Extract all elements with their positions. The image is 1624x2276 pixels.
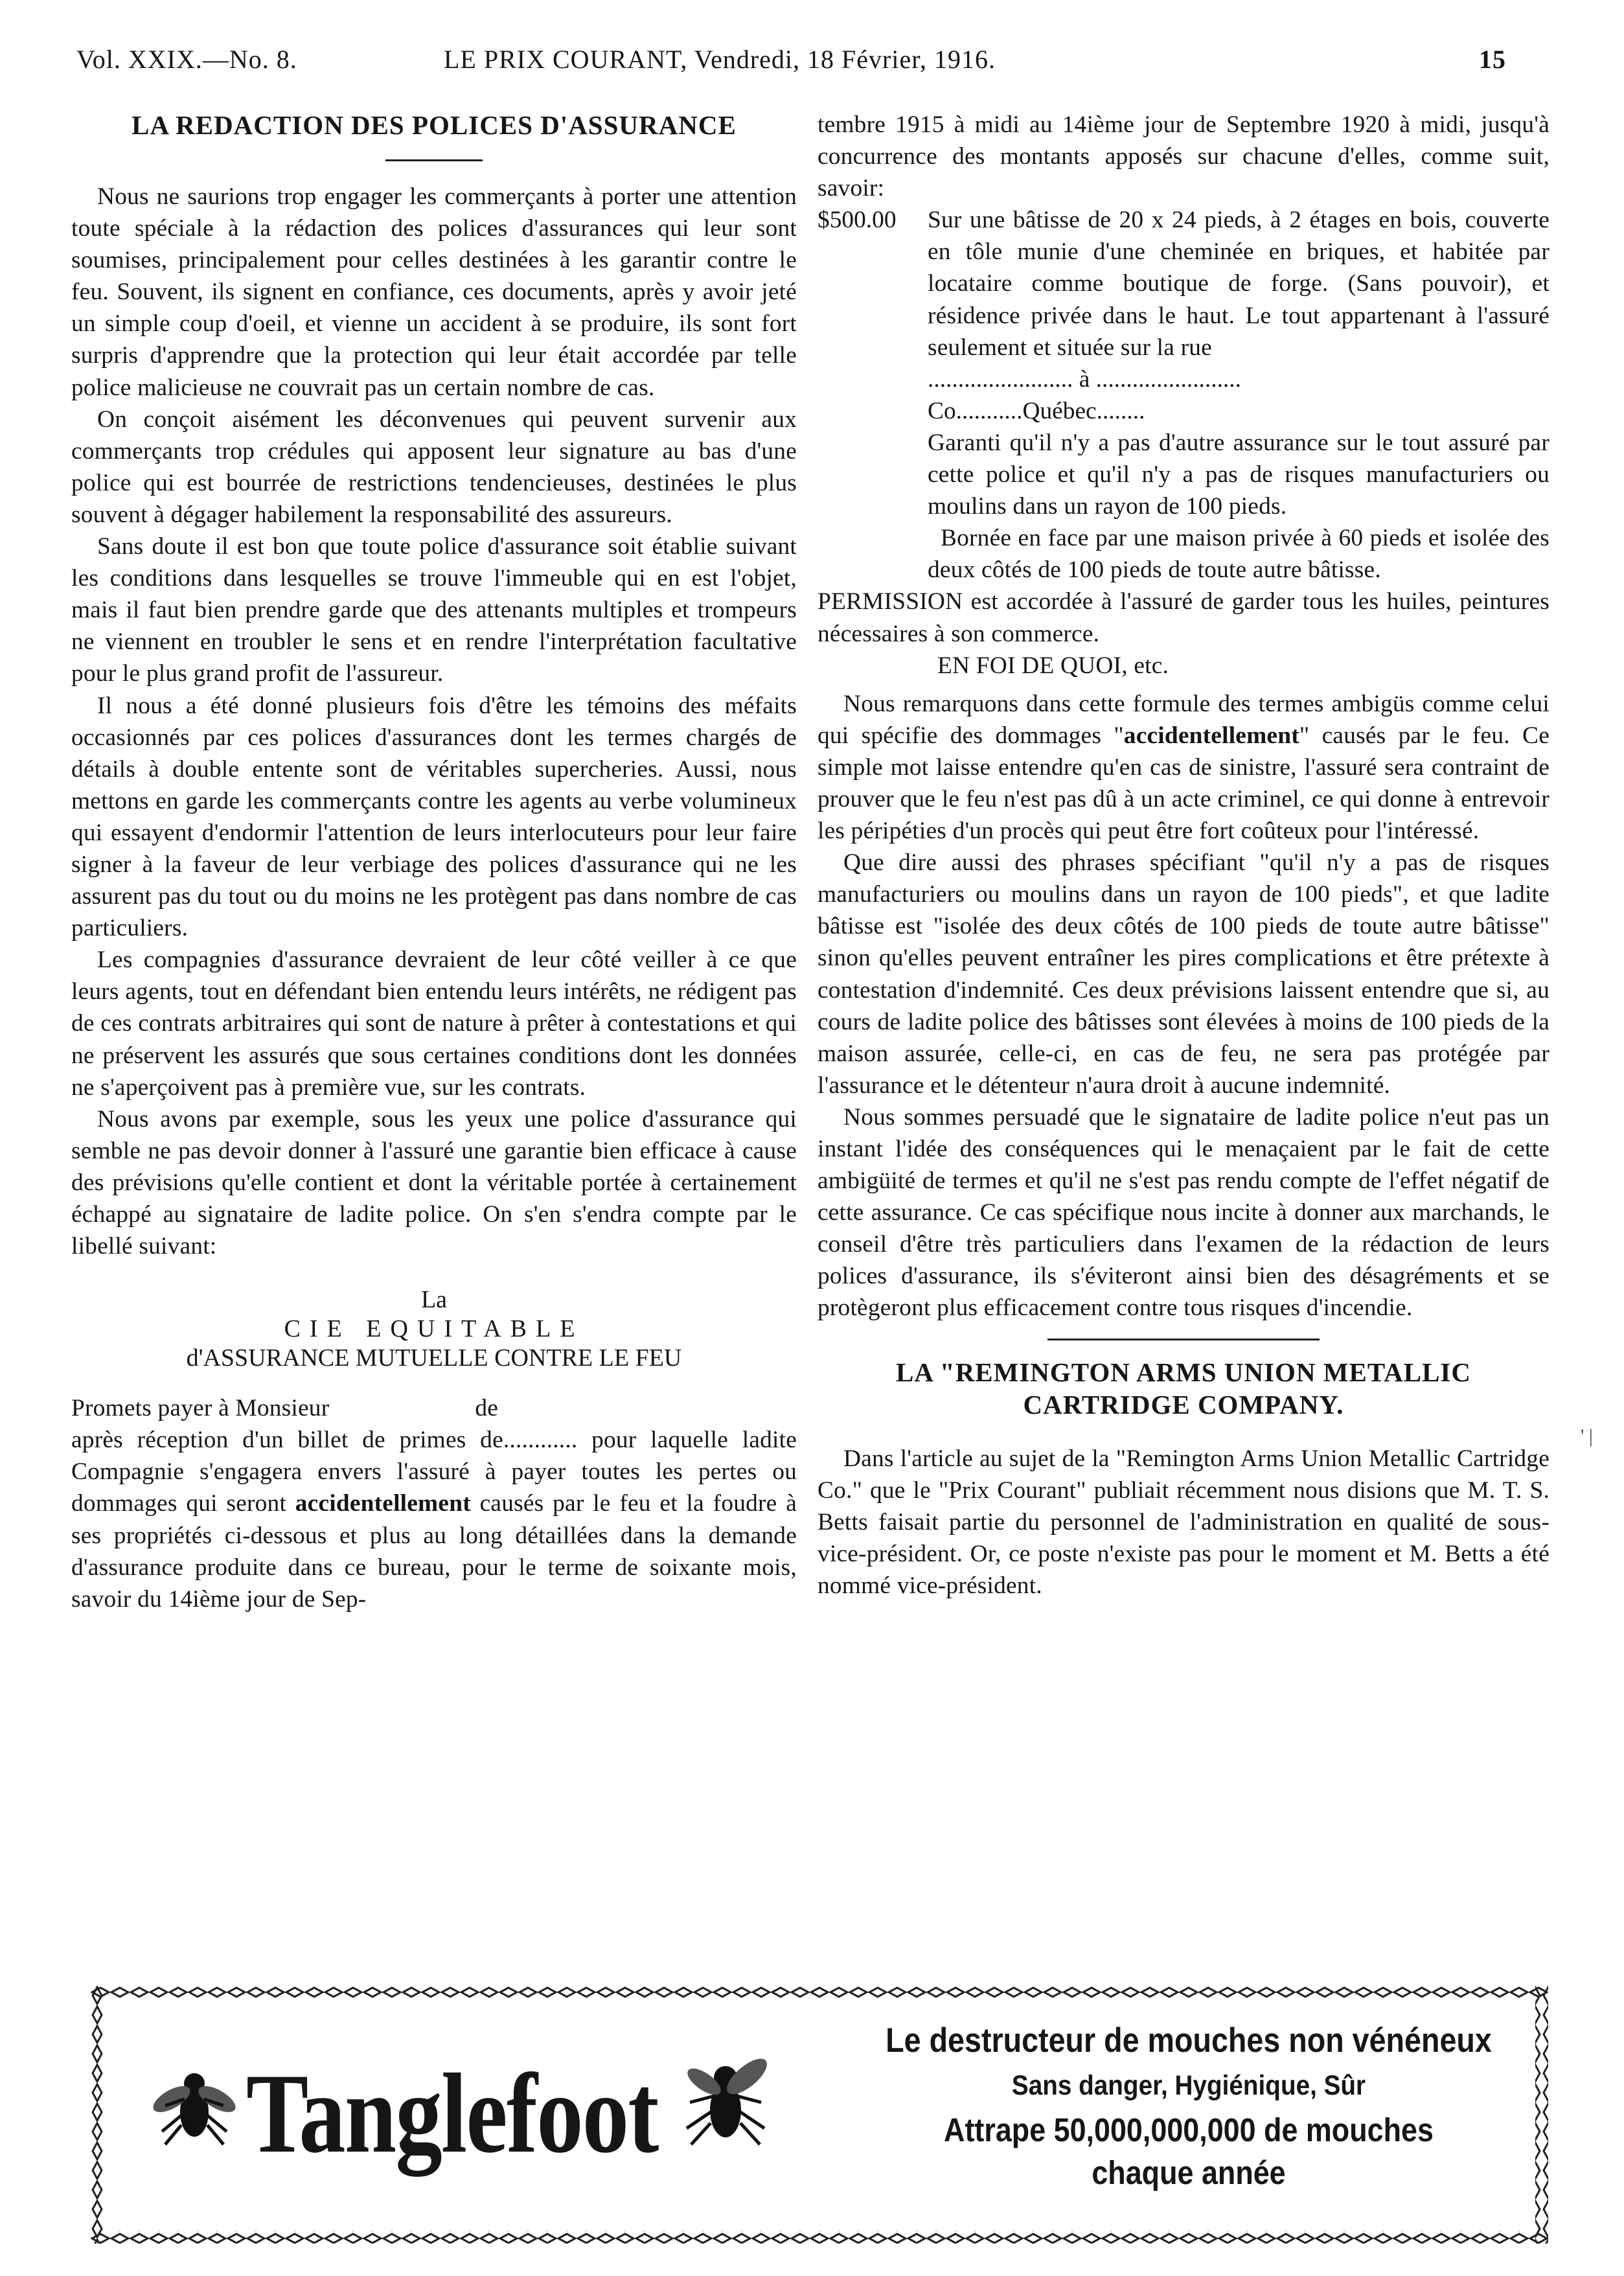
policy-promise-line: [71, 1392, 797, 1424]
ad-copy: [836, 2018, 1542, 2193]
policy-guarantee: Garanti qu'il n'y a pas d'autre assurance sur le tout assuré par cette police et qu'il n'y a pas de risques manufacturiers ou moulins dans un rayon de 100 pieds.: [928, 429, 1550, 520]
policy-promise-de: de: [475, 1395, 499, 1422]
article-paragraph: Nous avons par exemple, sous les yeux une police d'assurance qui semble ne pas devoir donner à l'assuré une garantie bien efficace à cause des prévisions qu'elle contient et dont la véritable portée à certainement échappé au signataire de ladite police. On s'en s'endra compte par le libellé suivant:: [71, 1105, 797, 1260]
fly-icon: [152, 2060, 236, 2151]
ad-claim: Attrape 50,000,000,000 de mouches: [944, 2111, 1434, 2148]
tanglefoot-advertisement: [91, 1986, 1548, 2244]
policy-keyword: accidentellement: [295, 1490, 471, 1517]
policy-continued: tembre 1915 à midi au 14ième jour de Septembre 1920 à midi, jusqu'à concurrence des montants apposés sur chacune d'elles, comme suit, savoir:: [818, 111, 1550, 202]
policy-promise-text: Promets payer à Monsieur: [71, 1395, 330, 1422]
ad-tagline: Sans danger, Hygiénique, Sûr: [1011, 2070, 1366, 2101]
policy-address-line: ........................ à ........................: [928, 365, 1241, 393]
publication-dateline: LE PRIX COURANT, Vendredi, 18 Février, 1916.: [444, 45, 996, 74]
policy-body: [71, 1424, 797, 1615]
policy-description: Sur une bâtisse de 20 x 24 pieds, à 2 étages en bois, couverte en tôle munie d'une cheminée en briques, et habitée par locataire comme boutique de forge. (Sans pouvoir), et résidence privée dans le haut. Le tout appartenant à l'assuré seulement et située sur la rue: [928, 207, 1550, 361]
fly-icon: [677, 2051, 774, 2154]
page-number: 15: [1479, 45, 1506, 74]
policy-schedule-item: [818, 204, 1550, 586]
article-paragraph: Nous ne saurions trop engager les commerçants à porter une attention toute spéciale à la rédaction des polices d'assurances qui leur sont soumises, principalement pour celles destinées à les garantir contre le feu. Souvent, ils signent en confiance, ces documents, après y avoir jeté un simple coup d'oeil, et vienne un accident à se produire, ils sont fort surpris d'apprendre que la protection qui leur était accordée par telle police malicieuse ne couvrait pas un certain nombre de cas.: [71, 183, 797, 401]
policy-boundaries: Bornée en face par une maison privée à 60 pieds et isolée des deux côtés de 100 pieds de toute autre bâtisse.: [928, 525, 1550, 584]
article-title: LA REDACTION DES POLICES D'ASSURANCE: [132, 110, 737, 140]
margin-mark: ' |: [1581, 1425, 1593, 1447]
article-paragraph: Nous sommes persuadé que le signataire de ladite police n'eut pas un instant l'idée des conséquences qui le menaçaient par le fait de cette ambigüité de termes et qu'il ne s'est pas rendu compte de l'effet négatif de cette assurance. Ce cas spécifique nous incite à donner aux marchands, le conseil d'être très particuliers dans l'examen de la rédaction de leurs polices d'assurance, ils s'éviteront ainsi bien des désagréments et se protègeront plus efficacement contre tous risques d'incendie.: [818, 1103, 1550, 1322]
policy-keyword: accidentellement: [1123, 722, 1299, 749]
paragraph-text: " causés par le feu. Ce simple mot laisse entendre qu'en cas de sinistre, l'assuré sera contraint de prouver que le feu n'est pas dû à un acte criminel, ce qui donne à entrevoir les péripéties d'un procès qui peut être fort coûteux pour l'intéressé.: [818, 722, 1550, 845]
paragraph-text: Nous remarquons dans cette formule des termes ambigüs comme celui qui spécifie des dommages ": [818, 690, 1550, 749]
article-paragraph: Que dire aussi des phrases spécifiant "qu'il n'y a pas de risques manufacturiers ou moulins dans un rayon de 100 pieds", et que ladite bâtisse est "isolée des deux côtés de 100 pieds de toute autre bâtisse" sinon qu'elles peuvent entraîner les pires complications et être prétexte à contestation d'indemnité. Ces deux prévisions laissent entendre que si, au cours de ladite police des bâtisses sont élevées à moins de 100 pieds de la maison assurée, celle-ci, en cas de feu, ne sera pas protégée par l'assurance et le détenteur n'aura droit à aucune indemnité.: [818, 849, 1550, 1099]
article-paragraph: Dans l'article au sujet de la "Remington Arms Union Metallic Cartridge Co." que le "Prix Courant" publiait récemment nous disions que M. T. S. Betts faisait partie du personnel de l'administration en qualité de sous-vice-président. Or, ce poste n'existe pas pour le moment et M. Betts a été nommé vice-président.: [818, 1445, 1550, 1599]
article-title: LA "REMINGTON ARMS UNION METALLIC: [895, 1357, 1471, 1387]
policy-la: La: [420, 1286, 448, 1314]
ad-headline: Le destructeur de mouches non vénéneux: [886, 2021, 1492, 2060]
policy-body-text: après réception d'un billet de primes de............ pour laquelle ladite Compagnie s'engagera envers l'assuré à payer toutes les pertes ou dommages qui seront: [71, 1427, 797, 1517]
article-separator: [1047, 1339, 1320, 1340]
article-paragraph: Il nous a été donné plusieurs fois d'être les témoins des méfaits occasionnés par ces polices d'assurances dont les termes chargés de détails à double entente sont de véritables supercheries. Aussi, nous mettons en garde les commerçants contre les agents au verbe volumineux qui essayent d'endormir l'attention de leurs interlocuteurs pour leur faire signer à la faveur de leur verbiage des polices d'assurance qui ne les assurent pas du tout ou du moins ne les protègent pas dans nombre de cas particuliers.: [71, 692, 797, 942]
ad-claim-continued: chaque année: [1092, 2154, 1286, 2191]
article-paragraph: Sans doute il est bon que toute police d'assurance soit établie suivant les conditions dans lesquelles se trouve l'immeuble qui en est l'objet, mais il faut bien prendre garde que des attenants multiples et trompeurs ne viennent en troubler le sens et en rendre l'interprétation facultative pour le plus grand profit de l'assureur.: [71, 533, 797, 687]
policy-company-name: CIE EQUITABLE: [284, 1315, 584, 1343]
policy-permission: PERMISSION est accordée à l'assuré de garder tous les huiles, peintures nécessaires à son commerce.: [818, 588, 1550, 647]
article-paragraph: On conçoit aisément les déconvenues qui peuvent survenir aux commerçants trop crédules qui apposent leur signature au bas d'une police qui est bourrée de restrictions tendencieuses, destinées le plus souvent à dégager habilement la responsabilité des assureurs.: [71, 406, 797, 528]
volume-number: Vol. XXIX.—No. 8.: [76, 45, 297, 74]
policy-closing: EN FOI DE QUOI, etc.: [937, 652, 1169, 679]
policy-company-subtitle: d'ASSURANCE MUTUELLE CONTRE LE FEU: [186, 1344, 682, 1372]
tanglefoot-logo: Tanglefoot: [246, 2051, 658, 2177]
right-column: [818, 109, 1550, 1602]
article-title-continued: CARTRIDGE COMPANY.: [1023, 1389, 1344, 1420]
left-column: [71, 109, 797, 1615]
article-paragraph: Les compagnies d'assurance devraient de leur côté veiller à ce que leurs agents, tout en défendant bien entendu leurs intérêts, ne rédigent pas de ces contrats arbitraires qui sont de nature à prêter à contestations et qui ne préservent les assurés que sous certaines conditions dont les données ne s'aperçoivent pas à première vue, sur les contrats.: [71, 947, 797, 1101]
policy-address-line: Co...........Québec........: [928, 397, 1145, 424]
policy-body-text: causés par le feu et la foudre à ses propriétés ci-dessous et plus au long détaillées dans la demande d'assurance produite dans ce bureau, pour le terme de soixante mois, savoir du 14ième jour de Sep-: [71, 1490, 797, 1613]
title-rule: [385, 159, 483, 161]
article-paragraph: [818, 688, 1550, 847]
policy-amount: $500.00: [818, 207, 897, 234]
